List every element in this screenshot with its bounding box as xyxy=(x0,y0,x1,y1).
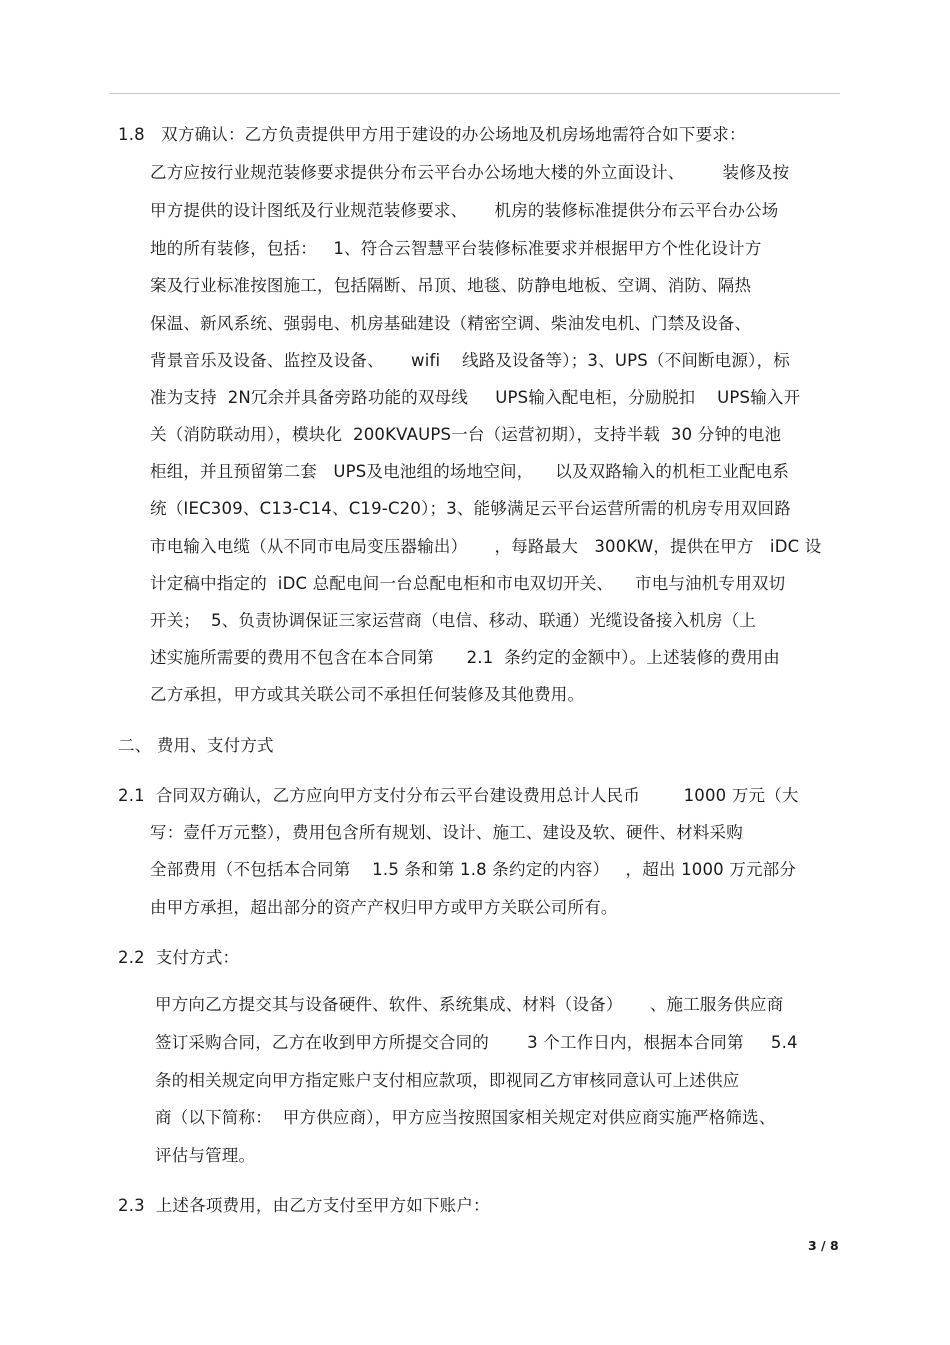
paragraph-line: 乙方应按行业规范装修要求提供分布云平台办公场地大楼的外立面设计、 装修及按 xyxy=(150,163,790,182)
paragraph-line: 案及行业标准按图施工，包括隔断、吊顶、地毯、防静电地板、空调、消防、隔热 xyxy=(150,276,752,295)
paragraph-line: 述实施所需要的费用不包含在本合同第 2.1 条约定的金额中）。上述装修的费用由 xyxy=(150,648,780,667)
paragraph-line: 全部费用（不包括本合同第 1.5 条和第 1.8 条约定的内容） ，超出 1000 万元部分 xyxy=(150,860,797,879)
paragraph-line: 写：壹仟万元整），费用包含所有规划、设计、施工、建设及软、硬件、材料采购 xyxy=(150,823,743,842)
paragraph-line: 条的相关规定向甲方指定账户支付相应款项，即视同乙方审核同意认可上述供应 xyxy=(155,1071,740,1090)
paragraph-line: 保温、新风系统、强弱电、机房基础建设（精密空调、柴油发电机、门禁及设备、 xyxy=(150,314,752,333)
paragraph-line: 乙方承担，甲方或其关联公司不承担任何装修及其他费用。 xyxy=(150,685,585,704)
paragraph-line: 商（以下简称： 甲方供应商），甲方应当按照国家相关规定对供应商实施严格筛选、 xyxy=(155,1108,776,1127)
paragraph-line: 关（消防联动用），模块化 200KVAUPS一台（运营初期），支持半载 30 分钟的电池 xyxy=(150,425,782,444)
paragraph-line: 开关； 5、负责协调保证三家运营商（电信、移动、联通）光缆设备接入机房（上 xyxy=(150,611,757,630)
paragraph-line: 统（IEC309、C13-C14、C19-C20）；3、能够满足云平台运营所需的机房专用双回路 xyxy=(150,499,791,518)
paragraph-line: 评估与管理。 xyxy=(155,1146,256,1165)
header-rule xyxy=(110,93,840,94)
paragraph-line: 地的所有装修，包括： 1、符合云智慧平台装修标准要求并根据甲方个性化设计方 xyxy=(150,239,762,258)
clause-2-3-heading: 2.3 上述各项费用，由乙方支付至甲方如下账户： xyxy=(118,1196,490,1215)
paragraph-line: 甲方向乙方提交其与设备硬件、软件、系统集成、材料（设备） 、施工服务供应商 xyxy=(155,995,784,1014)
clause-2-1-heading: 2.1 合同双方确认，乙方应向甲方支付分布云平台建设费用总计人民币 1000 万元（大 xyxy=(118,786,799,805)
paragraph-line: 计定稿中指定的 iDC 总配电间一台总配电柜和市电双切开关、 市电与油机专用双切 xyxy=(150,574,786,593)
clause-2-2-heading: 2.2 支付方式： xyxy=(118,948,240,967)
paragraph-line: 甲方提供的设计图纸及行业规范装修要求、 机房的装修标准提供分布云平台办公场 xyxy=(150,201,779,220)
paragraph-line: 市电输入电缆（从不同市电局变压器输出） ，每路最大 300KW，提供在甲方 iDC 设 xyxy=(150,537,822,556)
paragraph-line: 签订采购合同，乙方在收到甲方所提交合同的 3 个工作日内，根据本合同第 5.4 xyxy=(155,1033,798,1052)
clause-1-8-heading: 1.8 双方确认：乙方负责提供甲方用于建设的办公场地及机房场地需符合如下要求： xyxy=(118,125,746,144)
section-heading-fees: 二、 费用、支付方式 xyxy=(118,736,274,755)
page-number: 3 / 8 xyxy=(808,1238,839,1253)
paragraph-line: 准为支持 2N冗余并具备旁路功能的双母线 UPS输入配电柜，分励脱扣 UPS输入开 xyxy=(150,388,801,407)
paragraph-line: 由甲方承担，超出部分的资产产权归甲方或甲方关联公司所有。 xyxy=(150,898,618,917)
paragraph-line: 背景音乐及设备、监控及设备、 wifi 线路及设备等）；3、UPS（不间断电源），标 xyxy=(150,351,790,370)
paragraph-line: 柜组，并且预留第二套 UPS及电池组的场地空间， 以及双路输入的机柜工业配电系 xyxy=(150,462,790,481)
